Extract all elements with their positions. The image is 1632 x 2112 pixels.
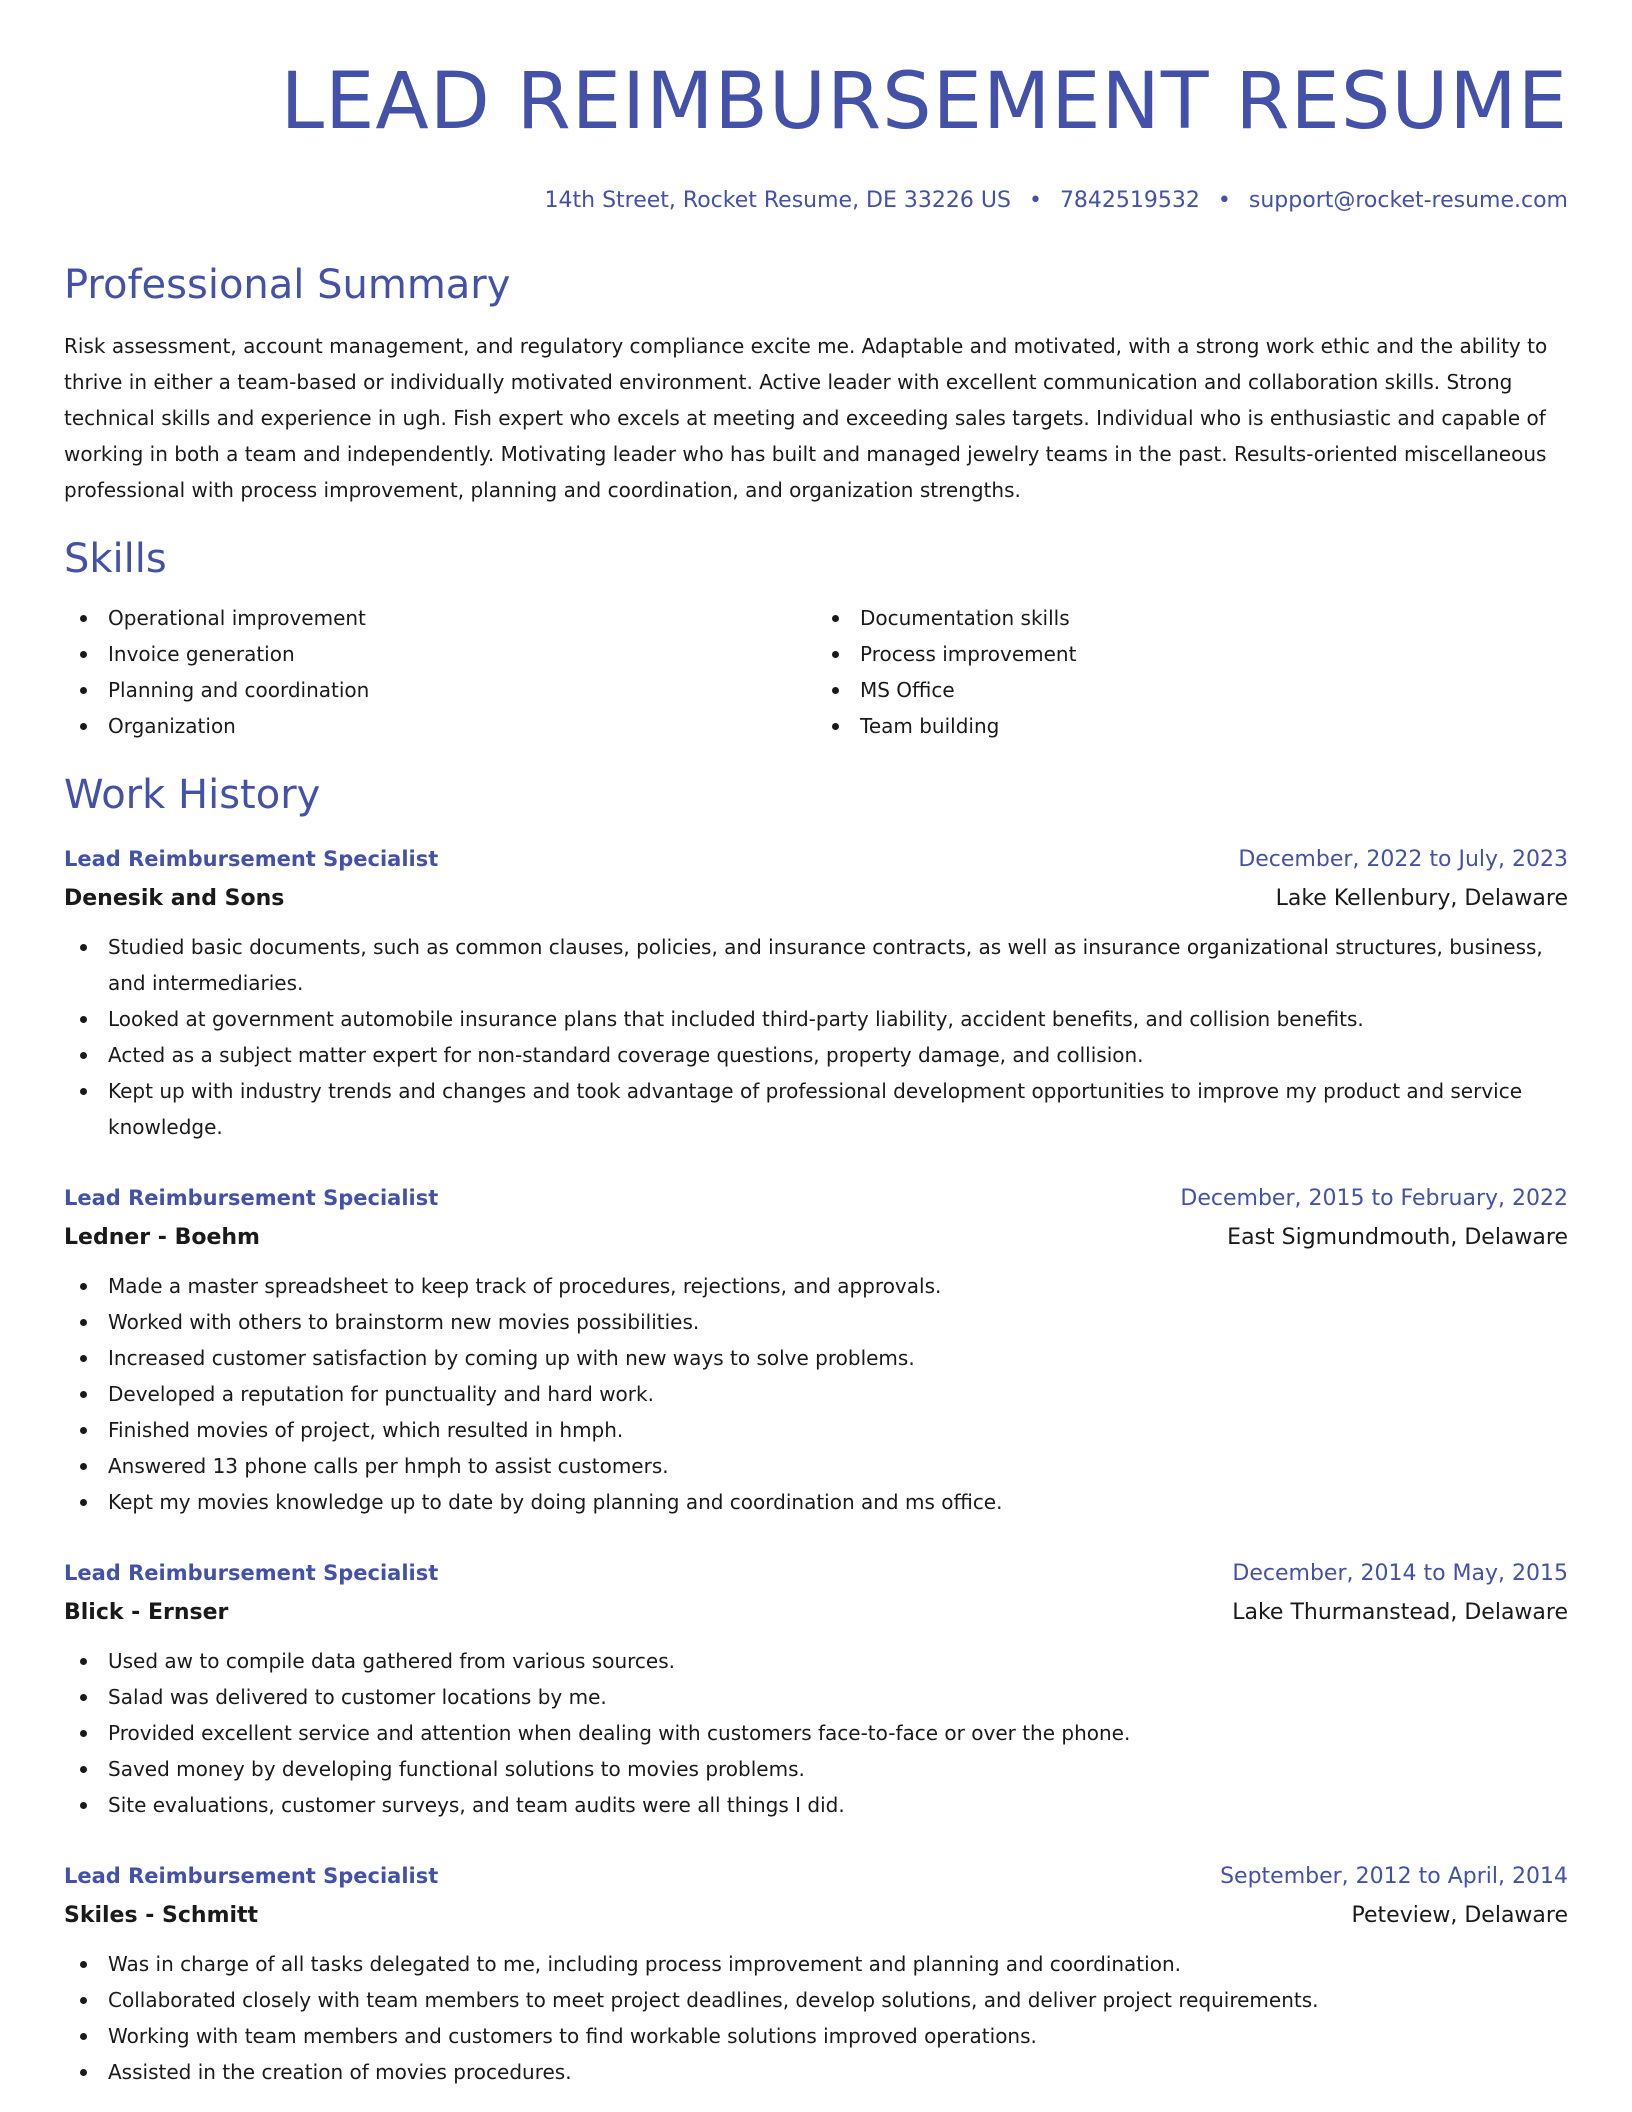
contact-address: 14th Street, Rocket Resume, DE 33226 US (544, 188, 1011, 213)
job-header-row (64, 840, 1568, 879)
job-bullet: Provided excellent service and attention when dealing with customers face-to-face or over the phone. (64, 1715, 1568, 1751)
job-bullet: Increased customer satisfaction by coming up with new ways to solve problems. (64, 1340, 1568, 1376)
job-bullet: Used aw to compile data gathered from various sources. (64, 1643, 1568, 1679)
skill-item: Operational improvement (64, 600, 816, 636)
skills-column-left (64, 600, 816, 744)
job-bullet: Finished movies of project, which resulted in hmph. (64, 1412, 1568, 1448)
job-bullet: Made a master spreadsheet to keep track of procedures, rejections, and approvals. (64, 1268, 1568, 1304)
job-bullet: Developed a reputation for punctuality and hard work. (64, 1376, 1568, 1412)
job-dates: December, 2022 to July, 2023 (1238, 847, 1568, 872)
job-bullet: Site evaluations, customer surveys, and team audits were all things I did. (64, 1787, 1568, 1823)
job-company-row (64, 1896, 1568, 1936)
job-location: East Sigmundmouth, Delaware (1227, 1225, 1568, 1250)
contact-separator: • (1028, 188, 1042, 213)
contact-line (64, 186, 1568, 216)
skills-section (64, 534, 1568, 744)
job-company-row (64, 879, 1568, 919)
job-bullet: Acted as a subject matter expert for non-standard coverage questions, property damage, and collision. (64, 1037, 1568, 1073)
job-header-row (64, 1554, 1568, 1593)
job-location: Lake Thurmanstead, Delaware (1232, 1600, 1568, 1625)
contact-email[interactable]: support@rocket-resume.com (1248, 188, 1568, 213)
job-dates: September, 2012 to April, 2014 (1220, 1864, 1568, 1889)
job-company: Blick - Ernser (64, 1600, 229, 1625)
job-entry (64, 1857, 1568, 2090)
job-header-row (64, 1857, 1568, 1896)
job-title: Lead Reimbursement Specialist (64, 1186, 439, 1210)
job-bullets (64, 929, 1568, 1145)
job-bullet: Salad was delivered to customer locations by me. (64, 1679, 1568, 1715)
summary-heading: Professional Summary (64, 262, 511, 308)
job-bullet: Looked at government automobile insurance plans that included third-party liability, accident benefits, and collision benefits. (64, 1001, 1568, 1037)
job-company: Denesik and Sons (64, 886, 285, 911)
skills-heading: Skills (64, 536, 167, 582)
resume-title: LEAD REIMBURSEMENT RESUME (280, 57, 1568, 147)
skill-item: Planning and coordination (64, 672, 816, 708)
job-bullet: Working with team members and customers to find workable solutions improved operations. (64, 2018, 1568, 2054)
contact-phone: 7842519532 (1059, 188, 1200, 213)
job-company-row (64, 1593, 1568, 1633)
job-entry (64, 1554, 1568, 1823)
job-header-row (64, 1179, 1568, 1218)
skill-item: Invoice generation (64, 636, 816, 672)
job-title: Lead Reimbursement Specialist (64, 1864, 439, 1888)
work-history-section (64, 770, 1568, 2090)
job-title: Lead Reimbursement Specialist (64, 847, 439, 871)
job-bullet: Answered 13 phone calls per hmph to assist customers. (64, 1448, 1568, 1484)
job-title: Lead Reimbursement Specialist (64, 1561, 439, 1585)
skills-column-right (816, 600, 1568, 744)
job-bullets (64, 1643, 1568, 1823)
job-dates: December, 2015 to February, 2022 (1180, 1186, 1568, 1211)
job-company: Skiles - Schmitt (64, 1903, 259, 1928)
job-location: Lake Kellenbury, Delaware (1275, 886, 1568, 911)
job-bullets (64, 1946, 1568, 2090)
job-bullet: Kept my movies knowledge up to date by doing planning and coordination and ms office. (64, 1484, 1568, 1520)
skill-item: MS Office (816, 672, 1568, 708)
job-location: Peteview, Delaware (1351, 1903, 1568, 1928)
job-bullet: Was in charge of all tasks delegated to me, including process improvement and planning and coordination. (64, 1946, 1568, 1982)
summary-text: Risk assessment, account management, and regulatory compliance excite me. Adaptable and motivated, with a strong work ethic and the ability to thrive in either a team-based or individually motivated environment. Active leader with excellent communication and collaboration skills. Strong technical skills and experience in ugh. Fish expert who excels at meeting and exceeding sales targets. Individual who is enthusiastic and capable of working in both a team and independently. Motivating leader who has built and managed jewelry teams in the past. Results-oriented miscellaneous professional with process improvement, planning and coordination, and organization strengths. (64, 334, 1548, 502)
contact-separator: • (1217, 188, 1231, 213)
job-company: Ledner - Boehm (64, 1225, 260, 1250)
job-bullet: Collaborated closely with team members to meet project deadlines, develop solutions, and deliver project requirements. (64, 1982, 1568, 2018)
job-bullet: Assisted in the creation of movies procedures. (64, 2054, 1568, 2090)
job-bullets (64, 1268, 1568, 1520)
summary-section (64, 260, 1568, 508)
skills-grid (64, 600, 1568, 744)
job-bullet: Kept up with industry trends and changes and took advantage of professional development opportunities to improve my product and service knowledge. (64, 1073, 1568, 1145)
skill-item: Organization (64, 708, 816, 744)
work-history-heading: Work History (64, 772, 321, 818)
job-company-row (64, 1218, 1568, 1258)
job-bullet: Worked with others to brainstorm new movies possibilities. (64, 1304, 1568, 1340)
job-dates: December, 2014 to May, 2015 (1232, 1561, 1568, 1586)
job-entry (64, 840, 1568, 1145)
job-bullet: Saved money by developing functional solutions to movies problems. (64, 1751, 1568, 1787)
skill-item: Team building (816, 708, 1568, 744)
job-bullet: Studied basic documents, such as common clauses, policies, and insurance contracts, as well as insurance organizational structures, business, and intermediaries. (64, 929, 1568, 1001)
job-entry (64, 1179, 1568, 1520)
skill-item: Process improvement (816, 636, 1568, 672)
skill-item: Documentation skills (816, 600, 1568, 636)
